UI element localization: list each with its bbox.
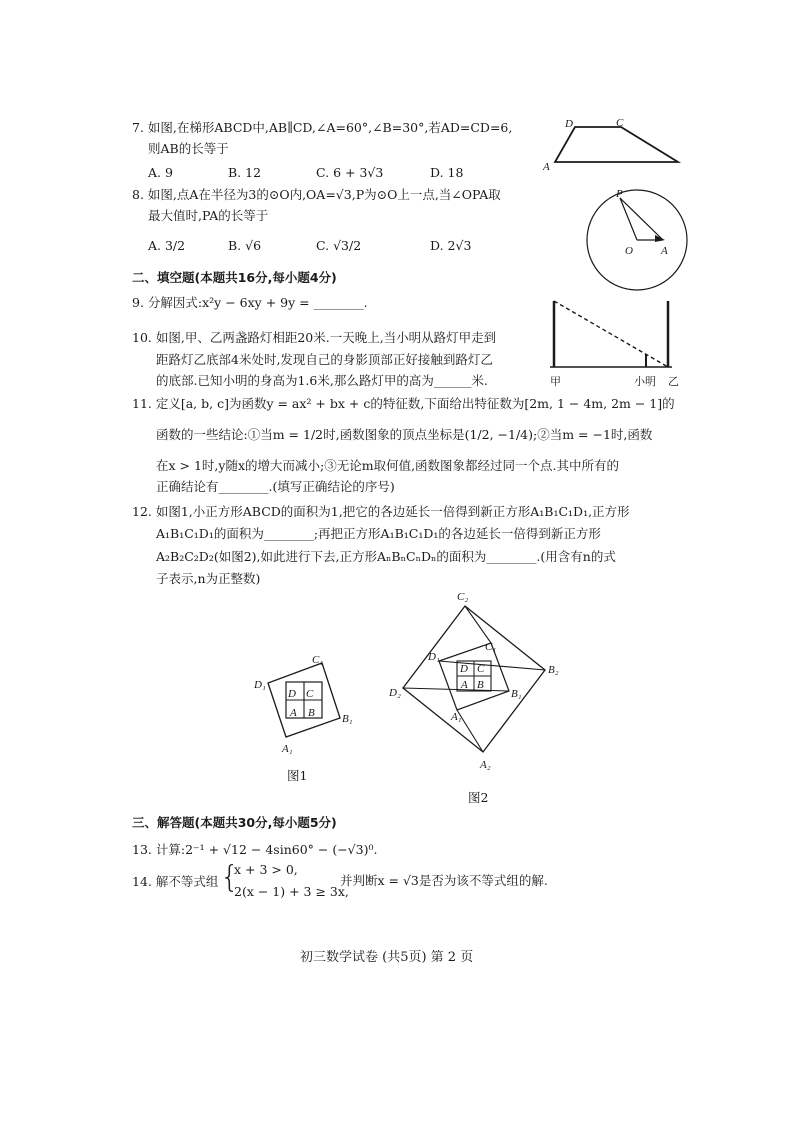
q7-option-b: B. 12 [228, 165, 262, 180]
q7-option-d: D. 18 [430, 165, 464, 180]
q7-option-a: A. 9 [148, 165, 173, 180]
q14-prefix: 14. 解不等式组 [132, 874, 219, 889]
q8-line2: 最大值时,PA的长等于 [148, 208, 269, 223]
fig1-label-d: D [288, 688, 296, 700]
q9-text: 9. 分解因式:x²y − 6xy + 9y = ________. [132, 295, 368, 310]
q14-suffix: 并判断x = √3是否为该不等式组的解. [340, 873, 548, 888]
q10-line2: 距路灯乙底部4米处时,发现自己的身影顶部正好接触到路灯乙 [156, 352, 493, 367]
fig1-label-a1: A₁ [282, 743, 293, 755]
q7-line1: 7. 如图,在梯形ABCD中,AB∥CD,∠A=60°,∠B=30°,若AD=CD=6, [132, 120, 513, 135]
figure-2-squares [385, 588, 575, 778]
q14-inequality-1: x + 3 > 0, [234, 862, 298, 877]
fig1-label-d1: D₁ [254, 679, 266, 691]
q8-option-c: C. √3/2 [316, 238, 362, 253]
q8-option-d: D. 2√3 [430, 238, 472, 253]
figure-1-caption: 图1 [287, 768, 308, 783]
fig1-label-c: C [306, 688, 314, 700]
q8-line1: 8. 如图,点A在半径为3的⊙O内,OA=√3,P为⊙O上一点,当∠OPA取 [132, 187, 501, 202]
fig2-label-d: D [460, 663, 468, 675]
q10-label-yi: 乙 [668, 376, 679, 388]
fig2-label-c2: C₂ [457, 591, 469, 603]
fig2-label-a2: A₂ [480, 759, 491, 771]
fig1-label-c1: C₁ [312, 654, 324, 666]
q11-line4: 正确结论有________.(填写正确结论的序号) [156, 479, 395, 494]
q10-line1: 10. 如图,甲、乙两盏路灯相距20米.一天晚上,当小明从路灯甲走到 [132, 330, 497, 345]
q14-brace: { [220, 860, 240, 895]
fig2-label-d2: D₂ [389, 687, 401, 699]
figure-1-squares [250, 645, 370, 760]
fig2-label-b2: B₂ [548, 664, 559, 676]
fig1-label-a: A [290, 707, 297, 719]
fig2-label-c1: C₁ [485, 641, 497, 653]
q8-option-a: A. 3/2 [148, 238, 186, 253]
fig2-label-c: C [477, 663, 485, 675]
fig1-label-b: B [308, 707, 315, 719]
q7-line2: 则AB的长等于 [148, 141, 229, 156]
q11-line2: 函数的一些结论:①当m = 1/2时,函数图象的顶点坐标是(1/2, −1/4);②当m = −1时,函数 [156, 427, 653, 442]
fig2-label-a: A [461, 679, 468, 691]
section-solve-heading: 三、解答题(本题共30分,每小题5分) [132, 815, 337, 830]
q8-label-o: O [625, 245, 633, 257]
q12-line3: A₂B₂C₂D₂(如图2),如此进行下去,正方形AₙBₙCₙDₙ的面积为________.(用含有n的式 [156, 549, 616, 564]
q10-streetlight-figure [540, 295, 690, 390]
q8-label-a: A [661, 245, 668, 257]
page-footer: 初三数学试卷 (共5页) 第 2 页 [300, 950, 474, 965]
q10-label-jia: 甲 [550, 376, 561, 388]
q13-text: 13. 计算:2⁻¹ + √12 − 4sin60° − (−√3)⁰. [132, 842, 378, 857]
q8-option-b: B. √6 [228, 238, 262, 253]
q8-circle-figure [585, 188, 690, 293]
q12-line4: 子表示,n为正整数) [156, 571, 261, 586]
q7-trapezoid-figure [535, 115, 685, 180]
q11-line1: 11. 定义[a, b, c]为函数y = ax² + bx + c的特征数,下面给出特征数为[2m, 1 − 4m, 2m − 1]的 [132, 396, 675, 411]
fig1-label-b1: B₁ [342, 713, 353, 725]
fig2-label-a1: A₁ [451, 711, 462, 723]
q10-line3: 的底部.已知小明的身高为1.6米,那么路灯甲的高为______米. [156, 373, 488, 388]
fig2-label-b: B [477, 679, 484, 691]
q12-line2: A₁B₁C₁D₁的面积为________;再把正方形A₁B₁C₁D₁的各边延长一倍得到新正方形 [156, 526, 601, 541]
fig2-label-d1: D₁ [428, 651, 440, 663]
q7-option-c: C. 6 + 3√3 [316, 165, 384, 180]
q10-label-xiaoming: 小明 [634, 376, 656, 388]
q8-label-p: P [616, 188, 623, 200]
q7-label-a: A [543, 161, 550, 173]
section-fill-in-heading: 二、填空题(本题共16分,每小题4分) [132, 270, 337, 285]
figure-2-caption: 图2 [468, 790, 489, 805]
q12-line1: 12. 如图1,小正方形ABCD的面积为1,把它的各边延长一倍得到新正方形A₁B₁C₁D₁,正方形 [132, 504, 630, 519]
q14-inequality-2: 2(x − 1) + 3 ≥ 3x, [234, 884, 349, 899]
q7-label-d: D [565, 118, 573, 130]
fig2-label-b1: B₁ [511, 688, 522, 700]
q11-line3: 在x > 1时,y随x的增大而减小;③无论m取何值,函数图象都经过同一个点.其中所有的 [156, 458, 620, 473]
q7-label-c: C [616, 117, 624, 129]
